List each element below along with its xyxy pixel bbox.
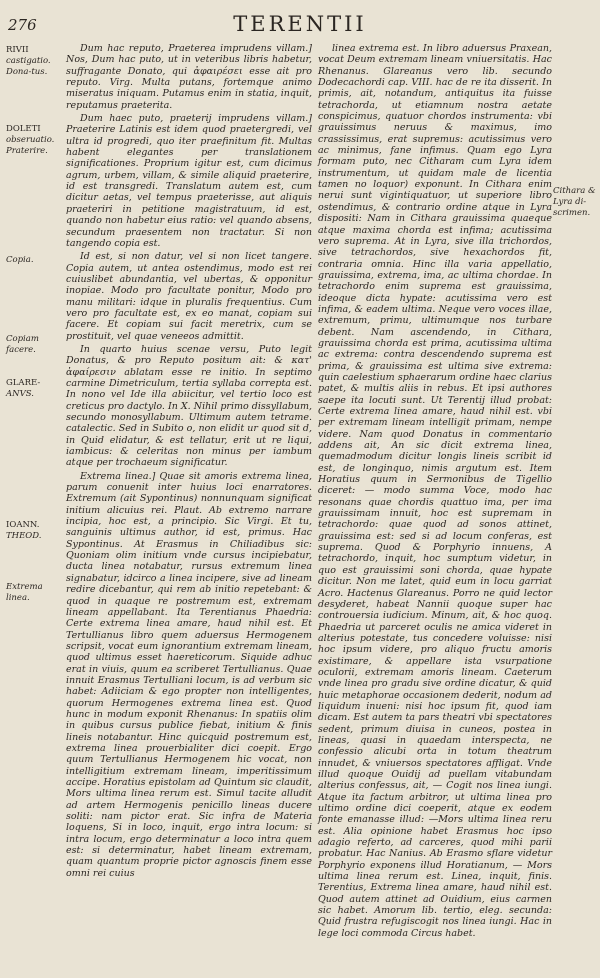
margin-note: Copiam facere. [6,334,39,355]
paragraph: In quarto huius scenae versu, Puto legit Donatus, & pro Reputo positum ait: & κατ' ἀφαίρεσιν ablatam esse re initio. In septimo carmine Dimetriculum, tertia syllaba correpta est. In nono vel Ide illa abiicitur, vel tertio loco est creticus pro dactylo. In X. Nihil primo dissyllabum, secundo monosyllabum. Ultimum autem tetrame. catalectic. Sed in Subito o, non elidit ur quod sit d, in Quid elidatur, & est tellatur, erit ut re liqui, iambicus: & celeritas non minus per iambum atque per trochaeum significatur. [66,343,312,469]
right-margin-note: Cithara & Lyra di-scrimen. [553,186,596,218]
page-header [0,6,600,40]
page-number: 276 [8,16,37,34]
margin-note: RIVII castigatio. Dona-tus. [6,45,51,77]
paragraph: linea extrema est. In libro aduersus Praxean, vocat Deum extremam lineam vniuersitatis. Hac Rhenanus. Glareanus vero lib. secundo Dodecachordi cap. VIII. hac de re ita disserit. In primis, ait, notandum, antiquitus ita fuisse tetrachorda, ut etiamnum nostra aetate conspicimus, quatuor chordos instrumenta: vbi grauissimus neruus & maximus, imo crassissimus, erat supremus: acutissimus vero ac minimus, fane infimus. Quam ego Lyra formam puto, nec Citharam cum Lyra idem instrumentum, ut quidam male de licentia tamen no loquor) exponunt. In Cithara enim nerui sunt vigintiquatuor, ut superiore libro ostendimus, & contrario ordine atque in Lyra dispositi: Nam in Cithara grauissima quaeque atque maxima chorda est infima; acutissima vero suprema. At in Lyra, sive illa trichordos, sive tetrachordos, sive hexachordos fit, contraria omnia. Hinc illa varia appellatio, grauissima, extrema, ima, ac ultima chordae. In tetrachordo enim suprema est grauissima, ideoque dicta hypate: acutissima vero est infima, & eadem ultima. Neque vero voces illae, extremum, primu, ultimumque nos turbare debent. Nam ascendendo, in Cithara, grauissima chorda est prima, acutissima ultima ac extrema: contra descendendo suprema est prima, & grauissima est ultima sive extrema: quin caelestium sphaerarum ordine haec clarius patet, & multis aliis in rebus. Et ipsi authores saepe ita locuti sunt. Ut Terentij illud probat: Certe extrema linea amare, haud nihil est. vbi per extremam lineam intelligit primam, nempe videre. Nam quod Donatus in commentario addens ait, An sic dicit extrema linea, quemadmodum dicitur longis lineis scribit id est, de longinquo, nimis argutum est. Item Horatius quum in Sermonibus de Tigellio diceret: — modo summa Voce, modo hac resonans quae chordis quattuo ima, per ima grauissimam innuit, hoc est supremam in tetrachordo: quae quod ad sonos attinet, grauissima est: sed si ad locum conferas, est suprema. Quod & Porphyrio innuens, A tetrachordo, inquit, hoc sumptum videtur, in quo est grauissimi soni chorda, quae hypate dicitur. Non me latet, quid eum in locu garriat Acro. Hactenus Glareanus. Porro ne quid lector desyderet, habeat Nannii quoque super hac controuersia iudicium. Minum, ait, & hoc quoq. Phaedria ut parceret oculis ne amica videret in alterius potestate, tus concedere voluisse: nisi hoc ipsum videre, pro aliquo fructu amoris existimare, & appellare ista vsurpatione oculorii, extremam amoris lineam. Caeterum vnde linea pro gradu sive ordine dicatur, & quid huic metaphorae occasionem dederit, nodum ad liquidum inueni: nisi hoc ipsum fit, quod iam dicam. Est autem ta pars theatri vbi spectatores sedent, primum diuisa in cuneos, postea in lineas, quasi in quaedam interspecta, ne confessio alicubi orta in totum theatrum innudet, & vniuersos spectatores affligat. Vnde illud quoque Ouidij ad puellam vitabundam alterius confessus, ait, — Cogit nos linea iungi. Atque ita factum arbitror, ut ultima linea pro ultimo ordine dici coeperit, atque ex eodem fonte emanasse illud: —Mors ultima linea reru est. Alia opinione habet Erasmus hoc ipso adagio referto, ad carceres, quod mihi parii probatur. Hac Nanius. Ab Erasmo sflare videtur Porphyrio exponens illud Horatianum, — Mors ultima linea rerum est. Linea, inquit, finis. Terentius, Extrema linea amare, haud nihil est. Quod autem attinet ad Ouidium, eius carmen sic habet. Amorum lib. tertio, eleg. secunda: Quid frustra refugiscogit nos linea iungi. Hac in lege loci commoda Circus habet. [318,43,552,939]
running-head: TERENTII [233,12,367,36]
left-column-text [66,43,312,881]
margin-note: DOLETI obseruatio. Praterire. [6,124,55,156]
paragraph: Dum haec puto, praeterij imprudens villam.] Praeterire Latinis est idem quod praetergredi, vel ultra id progredi, quo iter praefinitum fit. Multas habent elegantes per translationem significationes. Proprium igitur est, cum dicimus agrum, urbem, villam, & simile aliquid praeterire, id est transgredi. Translatum autem est, cum dicitur aetas, vel tempus praeterisse, aut aliquis praeteriri in petitione magistratuum, id est, quando non habetur eius ratio: vel quando absens, secundum praesentem non tractatur. Si non tangendo copia est. [66,113,312,249]
right-column-text [318,43,552,941]
margin-note: GLARE- ANVS. [6,378,41,399]
margin-note: Extrema linea. [6,582,43,603]
margin-note: IOANN. THEOD. [6,520,42,541]
paragraph: Id est, si non datur, vel si non licet tangere. Copia autem, ut antea ostendimus, modo est rei cuiuslibet abundantia, vel ubertas, & opponitur inopiae. Modo pro facultate ponitur, Modo pro manu militari: idque in pluralis frequentius. Cum vero pro facultate est, ex eo manat, copiam sui facere. Et copiam sui facit meretrix, cum se prostituit, vel quae veneeos admittit. [66,251,312,342]
margin-note: Copia. [6,255,34,265]
paragraph: Dum hac reputo, Praeterea imprudens villam.] Nos, Dum hac puto, ut in veteribus libris habetur, suffragante Donato, qui ἀφαιρέσει esse ait pro reputo. Virg. Multa putans, fortemque animo miseratus iniquam. Putamus enim in statia, inquit, reputamus praeterita. [66,43,312,111]
paragraph: Extrema linea.] Quae sit amoris extrema linea, parum conuenit inter huius loci enarratores. Extremum (ait Sypontinus) nonnunquam significat initium alicuius rei. Plaut. Ab extremo narrare incipia, hoc est, a principio. Sic Virgi. Et tu, sanguinis ultimus author, id est, primus. Hac Sypontinus. At Erasmus in Chiliadibus sic: Quoniam olim initium vnde cursus incipiebatur, ducta linea notabatur, rursus extremum linea signabatur, idcirco a linea incipere, sive ad lineam redire dicebantur, qui rem ab initio repetebant: & quod in quaque re postremum est, extremam lineam appellabant. Ita Terentianus Phaedria: Certe extrema linea amare, haud nihil est. Et Tertullianus libro quem aduersus Hermogenem scripsit, vocat eum ignorantium extremam lineam, quod ultimus esset haereticorum. Siquide adhuc erat in viuis, quum ea scriberet Tertullianus. Quae innuit Erasmus Tertulliani locum, is ad verbum sic habet: Adiiciam & ego propter non intelligentes, quorum Hermogenes extrema linea est. Quod hunc in modum exponit Rhenanus: In spatiis olim in quibus cursus publice fiebat, initium & finis lineis notabantur. Hinc quicquid postremum est, extrema linea prouerbialiter dici coepit. Ergo quum Tertullianus Hermogenem hic vocat, non intelligitium extremam lineam, imperitissimum accipe. Horatius epistolam ad Quintum sic claudit, Mors ultima linea rerum est. Simul tacite alludit ad artem Hermogenis penicillo lineas ducere soliti: nam pictor erat. Sic infra de Materia loquens, Si in loco, inquit, ergo intra locum: si intra locum, ergo determinatur a loco intra quem est: si determinatur, habet lineam extremam, quam quantum proprie pictor agnoscis finem esse omni rei cuius [66,470,312,879]
